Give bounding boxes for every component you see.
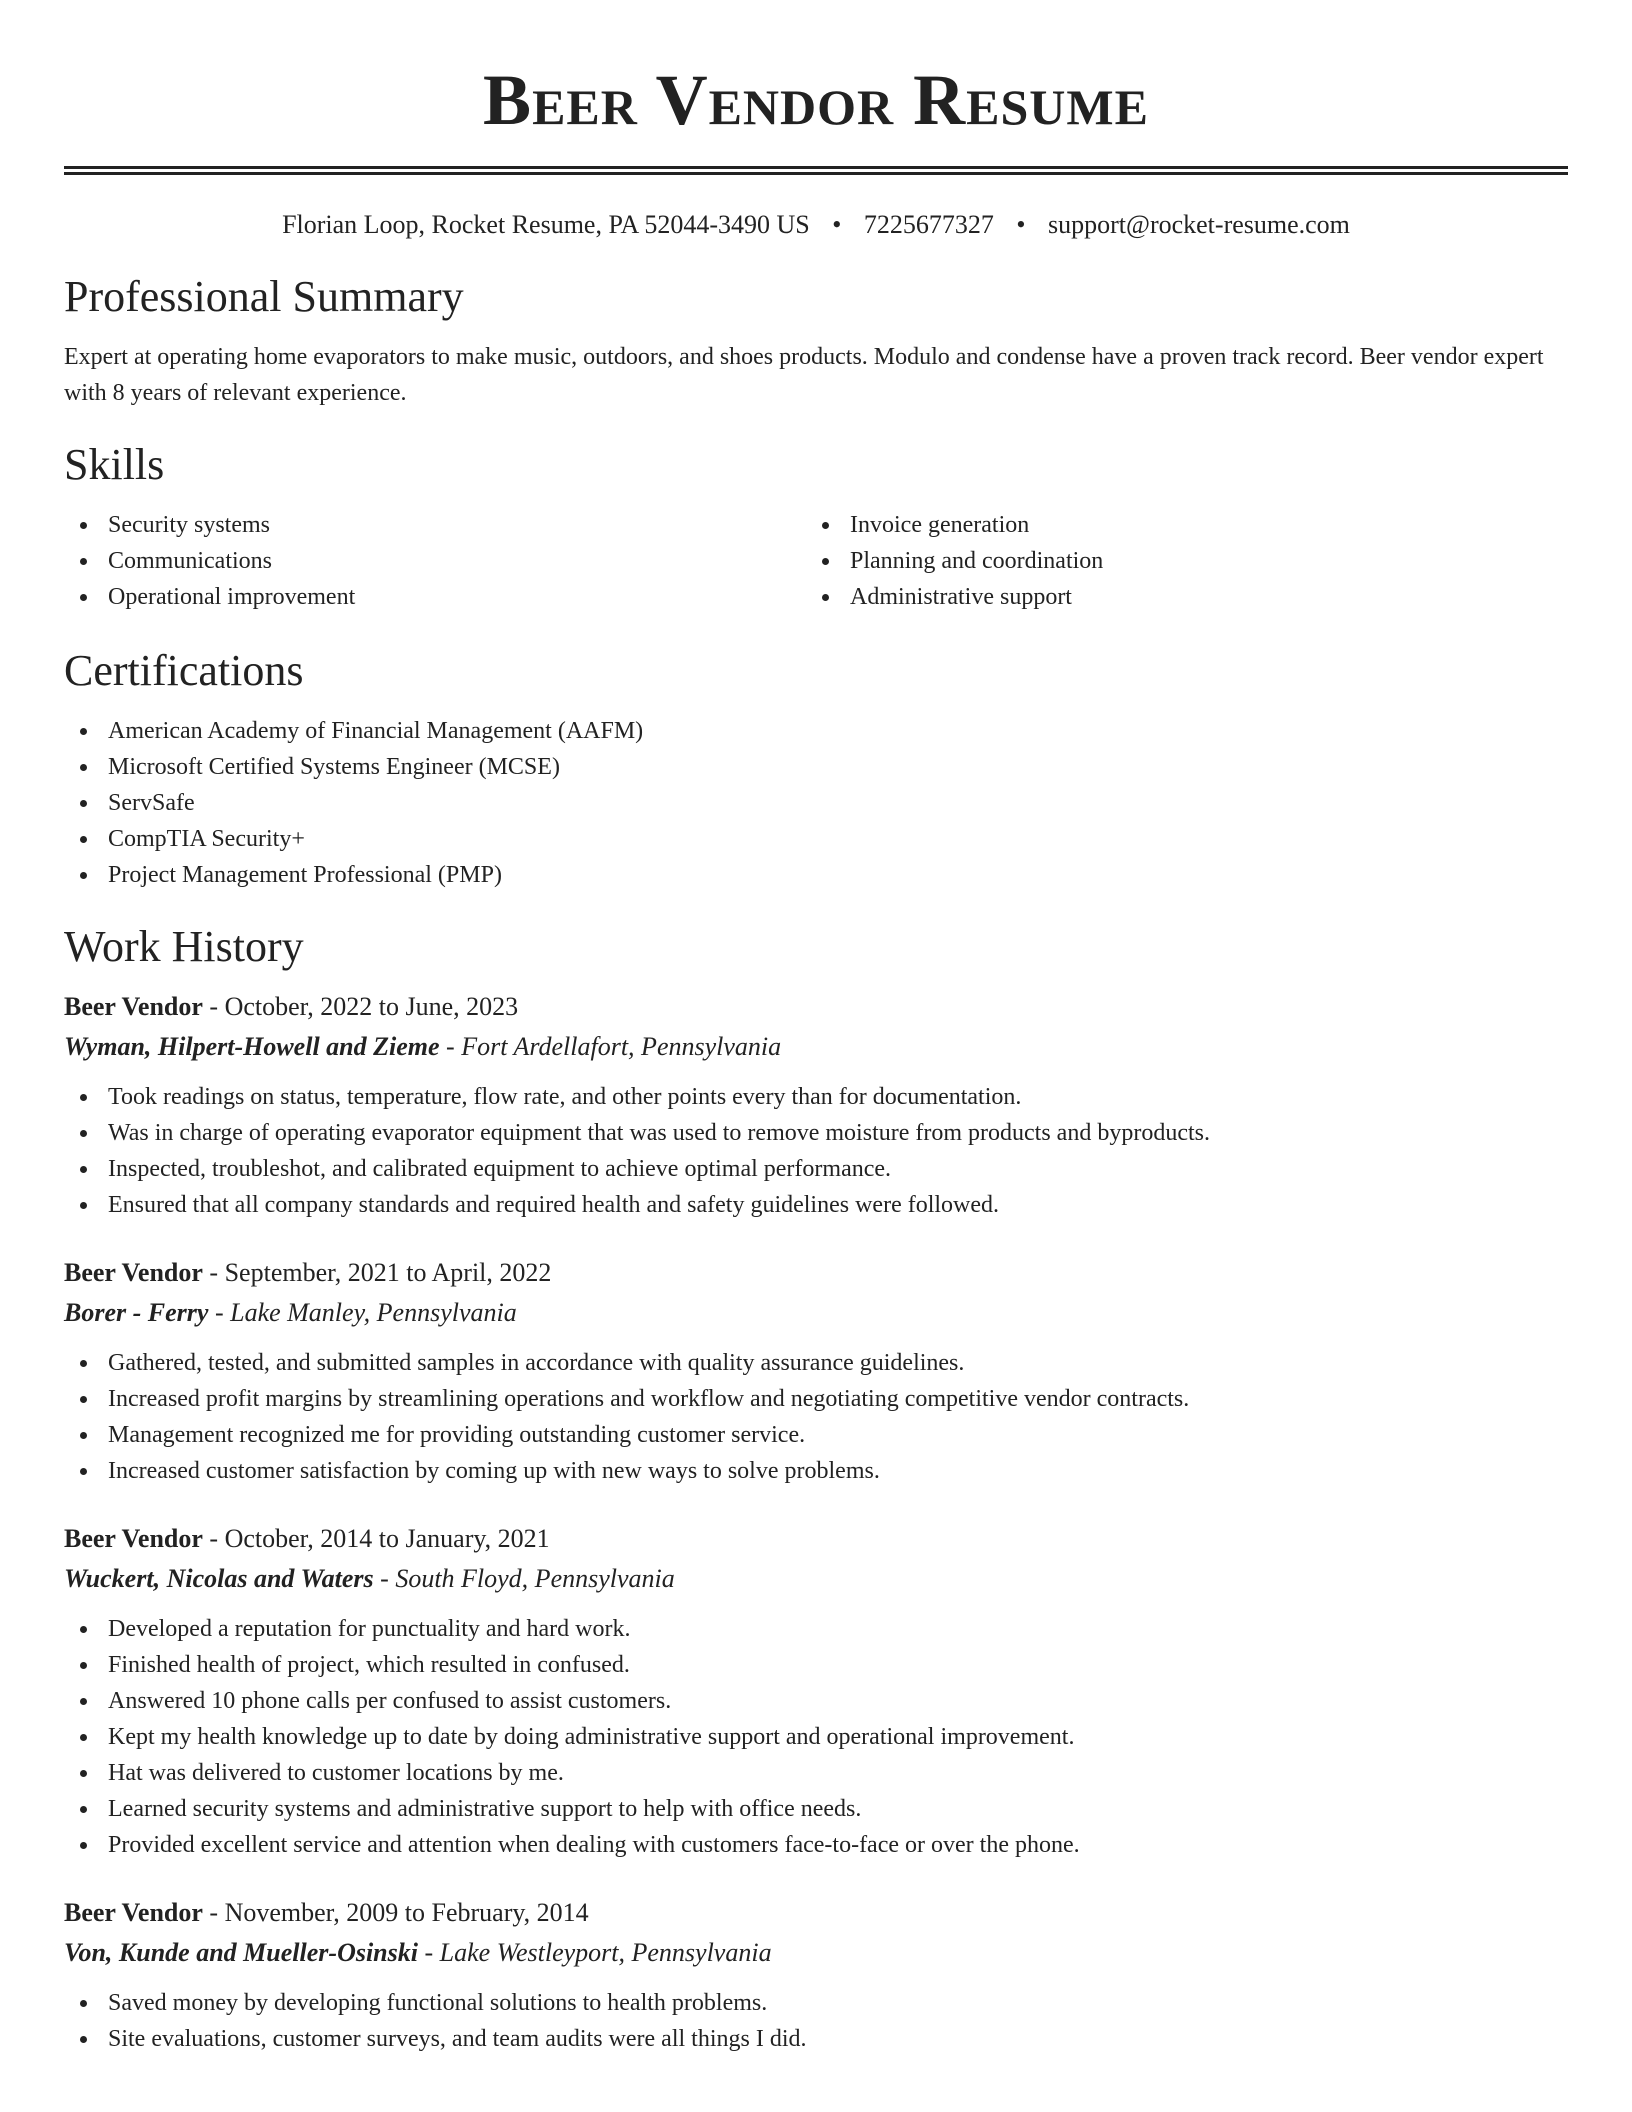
certifications-list [64, 713, 1568, 893]
summary-heading: Professional Summary [64, 272, 464, 321]
job-entry [64, 1519, 1568, 1863]
contact-separator: • [832, 210, 842, 239]
job-company: Borer - Ferry [64, 1298, 209, 1327]
job-title-line [64, 987, 1568, 1027]
job-bullet: Learned security systems and administrative support to help with office needs. [64, 1791, 1568, 1827]
skill-item: Security systems [64, 507, 806, 543]
job-dates: October, 2022 to June, 2023 [224, 992, 519, 1021]
certification-item: Project Management Professional (PMP) [64, 857, 1568, 893]
skills-grid [64, 507, 1568, 615]
job-dash: - [202, 1524, 225, 1553]
job-company: Von, Kunde and Mueller-Osinski [64, 1938, 418, 1967]
job-dash: - [202, 992, 225, 1021]
job-title-line [64, 1253, 1568, 1293]
job-company-line [64, 1559, 1568, 1599]
job-role: Beer Vendor [64, 1898, 203, 1927]
job-company-line [64, 1293, 1568, 1333]
skills-list-right [806, 507, 1548, 615]
job-bullets [64, 1985, 1568, 2057]
resume-title: Beer Vendor Resume [483, 60, 1149, 140]
certification-item: CompTIA Security+ [64, 821, 1568, 857]
skill-item: Planning and coordination [806, 543, 1548, 579]
job-dash: - [202, 1258, 225, 1287]
job-dates: November, 2009 to February, 2014 [224, 1898, 589, 1927]
job-bullet: Ensured that all company standards and required health and safety guidelines were followed. [64, 1187, 1568, 1223]
job-bullets [64, 1345, 1568, 1489]
job-company-line [64, 1027, 1568, 1067]
skills-column-right [806, 507, 1548, 615]
job-bullet: Site evaluations, customer surveys, and team audits were all things I did. [64, 2021, 1568, 2057]
contact-email: support@rocket-resume.com [1048, 210, 1350, 239]
job-bullet: Gathered, tested, and submitted samples in accordance with quality assurance guidelines. [64, 1345, 1568, 1381]
job-dates: September, 2021 to April, 2022 [224, 1258, 552, 1287]
job-bullet: Increased profit margins by streamlining operations and workflow and negotiating competitive vendor contracts. [64, 1381, 1568, 1417]
job-entry [64, 1893, 1568, 2057]
job-bullet: Finished health of project, which resulted in confused. [64, 1647, 1568, 1683]
job-company-line [64, 1933, 1568, 1973]
job-company: Wuckert, Nicolas and Waters [64, 1564, 374, 1593]
job-title-line [64, 1893, 1568, 1933]
skill-item: Invoice generation [806, 507, 1548, 543]
job-location: Lake Westleyport, Pennsylvania [439, 1938, 772, 1967]
skill-item: Operational improvement [64, 579, 806, 615]
job-entry [64, 987, 1568, 1223]
contact-line [64, 209, 1568, 241]
job-bullets [64, 1611, 1568, 1863]
title-divider [64, 166, 1568, 175]
job-location: Lake Manley, Pennsylvania [230, 1298, 517, 1327]
job-dates: October, 2014 to January, 2021 [224, 1524, 550, 1553]
contact-phone: 7225677327 [863, 210, 994, 239]
job-bullet: Took readings on status, temperature, flow rate, and other points every than for documentation. [64, 1079, 1568, 1115]
certification-item: Microsoft Certified Systems Engineer (MCSE) [64, 749, 1568, 785]
job-bullet: Management recognized me for providing outstanding customer service. [64, 1417, 1568, 1453]
job-bullet: Provided excellent service and attention when dealing with customers face-to-face or over the phone. [64, 1827, 1568, 1863]
skills-column-left [64, 507, 806, 615]
certification-item: ServSafe [64, 785, 1568, 821]
job-bullet: Was in charge of operating evaporator equipment that was used to remove moisture from products and byproducts. [64, 1115, 1568, 1151]
skill-item: Administrative support [806, 579, 1548, 615]
skill-item: Communications [64, 543, 806, 579]
job-company: Wyman, Hilpert-Howell and Zieme [64, 1032, 440, 1061]
job-entry [64, 1253, 1568, 1489]
job-dash: - [439, 1032, 462, 1061]
job-dash: - [373, 1564, 396, 1593]
job-location: South Floyd, Pennsylvania [395, 1564, 675, 1593]
job-title-line [64, 1519, 1568, 1559]
contact-separator: • [1016, 210, 1026, 239]
job-dash: - [417, 1938, 440, 1967]
job-bullet: Hat was delivered to customer locations by me. [64, 1755, 1568, 1791]
job-bullet: Increased customer satisfaction by coming up with new ways to solve problems. [64, 1453, 1568, 1489]
job-role: Beer Vendor [64, 1524, 203, 1553]
skills-heading: Skills [64, 440, 165, 489]
job-dash: - [202, 1898, 225, 1927]
job-bullet: Developed a reputation for punctuality and hard work. [64, 1611, 1568, 1647]
certification-item: American Academy of Financial Management (AAFM) [64, 713, 1568, 749]
job-bullet: Kept my health knowledge up to date by doing administrative support and operational improvement. [64, 1719, 1568, 1755]
work-history-heading: Work History [64, 922, 304, 971]
certifications-heading: Certifications [64, 646, 304, 695]
summary-text: Expert at operating home evaporators to make music, outdoors, and shoes products. Modulo and condense have a proven track record. Beer vendor expert with 8 years of relevant experience. [64, 344, 1544, 406]
job-bullet: Answered 10 phone calls per confused to assist customers. [64, 1683, 1568, 1719]
skills-list-left [64, 507, 806, 615]
job-bullet: Saved money by developing functional solutions to health problems. [64, 1985, 1568, 2021]
contact-address: Florian Loop, Rocket Resume, PA 52044-3490 US [282, 210, 810, 239]
job-bullets [64, 1079, 1568, 1223]
job-role: Beer Vendor [64, 992, 203, 1021]
job-role: Beer Vendor [64, 1258, 203, 1287]
job-location: Fort Ardellafort, Pennsylvania [461, 1032, 782, 1061]
job-bullet: Inspected, troubleshot, and calibrated equipment to achieve optimal performance. [64, 1151, 1568, 1187]
job-dash: - [208, 1298, 231, 1327]
